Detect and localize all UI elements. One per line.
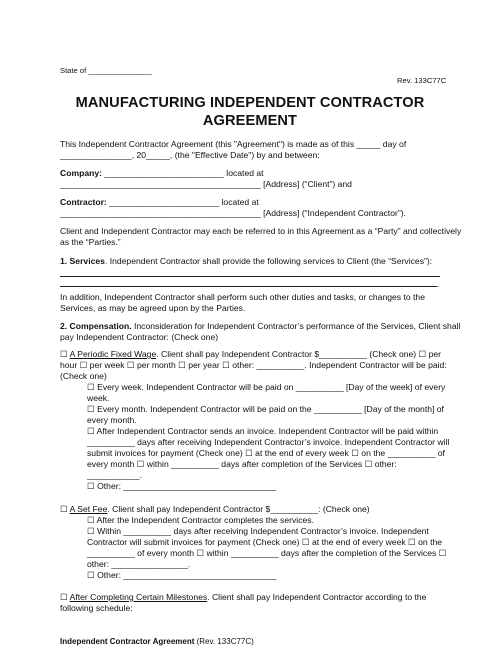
page-footer: [60, 637, 254, 647]
company-address-line: __________________________________________ [Address] (“Client”) and: [60, 179, 352, 189]
footer-title: Independent Contractor Agreement: [60, 637, 195, 646]
periodic-wage-label: A Periodic Fixed Wage: [69, 349, 157, 359]
company-label: Company:: [60, 168, 103, 178]
set-fee-other-option[interactable]: ☐ Other: ________________________________: [87, 570, 277, 580]
milestones-line1: [60, 592, 426, 603]
invoice-option-line2: __________ days after receiving Independent Contractor’s invoice. Independent Contractor will: [87, 437, 450, 447]
set-fee-within-line4: other: ________________.: [87, 559, 191, 569]
company-line1: [60, 168, 264, 179]
periodic-wage-checkbox[interactable]: ☐: [60, 349, 70, 359]
milestones-line2: following schedule:: [60, 603, 133, 613]
set-fee-line1: [60, 504, 370, 515]
contractor-label: Contractor:: [60, 197, 107, 207]
contractor-line1: [60, 197, 259, 208]
set-fee-text: . Client shall pay Independent Contractor $__________: (Check one): [107, 504, 370, 514]
revision-label: Rev. 133C77C: [397, 76, 447, 85]
services-blank-period: .: [437, 279, 440, 289]
invoice-option-line5: ___________.: [87, 470, 142, 480]
periodic-wage-line3: (Check one): [60, 371, 107, 381]
services-heading-line: [60, 256, 432, 267]
set-fee-checkbox[interactable]: ☐: [60, 504, 70, 514]
periodic-other-option[interactable]: ☐ Other: ________________________________: [87, 481, 277, 491]
document-title-line2: AGREEMENT: [202, 113, 298, 129]
services-additional-line1: In addition, Independent Contractor shall perform such other duties and tasks, or changes to the: [60, 292, 425, 302]
set-fee-within-option[interactable]: ☐ Within __________ days after receiving Independent Contractor’s invoice. Independent: [87, 526, 429, 536]
services-additional-line2: Services, as may be agreed upon by the Parties.: [60, 303, 246, 313]
footer-rev: (Rev. 133C77C): [194, 637, 254, 646]
services-text: . Independent Contractor shall provide the following services to Client (the “Services”):: [104, 256, 433, 266]
every-month-option[interactable]: ☐ Every month. Independent Contractor will be paid on the __________ [Day of the month] of: [87, 404, 444, 414]
compensation-text: Inconsideration for Independent Contractor’s performance of the Services, Client shall: [131, 321, 461, 331]
periodic-wage-line2: hour ☐ per week ☐ per month ☐ per year ☐ other: __________. Independent Contractor will be paid:: [60, 360, 447, 370]
contractor-name-blank: _______________________ located at: [106, 197, 259, 207]
compensation-line2: pay Independent Contractor: (Check one): [60, 332, 219, 342]
state-of-field: State of _______________: [60, 66, 152, 75]
invoice-option[interactable]: ☐ After Independent Contractor sends an invoice. Independent Contractor will be paid within: [87, 426, 439, 436]
set-fee-within-line3: __________ of every month ☐ within __________ days after the completion of the Services ☐: [87, 548, 447, 558]
services-blank-line-2: [60, 286, 437, 287]
milestones-label: After Completing Certain Milestones: [69, 592, 208, 602]
set-fee-completion-option[interactable]: ☐ After the Independent Contractor completes the services.: [87, 515, 314, 525]
invoice-option-line3: submit invoices for payment (Check one) ☐ at the end of every week ☐ on the __________ of: [87, 448, 445, 458]
milestones-text: . Client shall pay Independent Contractor according to the: [207, 592, 427, 602]
services-blank-line-1: [60, 276, 440, 277]
periodic-wage-text: . Client shall pay Independent Contractor $__________ (Check one) ☐ per: [156, 349, 442, 359]
intro-line1: This Independent Contractor Agreement (this "Agreement") is made as of this _____ day of: [60, 139, 407, 149]
company-name-blank: _________________________ located at: [102, 168, 264, 178]
compensation-line1: [60, 321, 460, 332]
services-heading: 1. Services: [60, 256, 105, 266]
parties-line2: as the “Parties.”: [60, 237, 121, 247]
every-month-option-cont: every month.: [87, 415, 137, 425]
set-fee-within-line2: Contractor will submit invoices for payment (Check one) ☐ at the end of every week ☐ on the: [87, 537, 443, 547]
every-week-option-cont: week.: [87, 393, 110, 403]
compensation-heading: 2. Compensation.: [60, 321, 132, 331]
contractor-address-line: __________________________________________ [Address] (“Independent Contractor”).: [60, 208, 406, 218]
set-fee-label: A Set Fee: [69, 504, 108, 514]
milestones-checkbox[interactable]: ☐: [60, 592, 70, 602]
intro-line2: _______________, 20_____, (the "Effective Date") by and between:: [60, 150, 320, 160]
every-week-option[interactable]: ☐ Every week. Independent Contractor will be paid on __________ [Day of the week] of every: [87, 382, 446, 392]
document-title-line1: MANUFACTURING INDEPENDENT CONTRACTOR: [75, 95, 425, 111]
parties-line1: Client and Independent Contractor may each be referred to in this Agreement as a “Party” and collectively: [60, 226, 462, 236]
invoice-option-line4: every month ☐ within __________ days after completion of the Services ☐ other:: [87, 459, 397, 469]
periodic-wage-line1: [60, 349, 441, 360]
